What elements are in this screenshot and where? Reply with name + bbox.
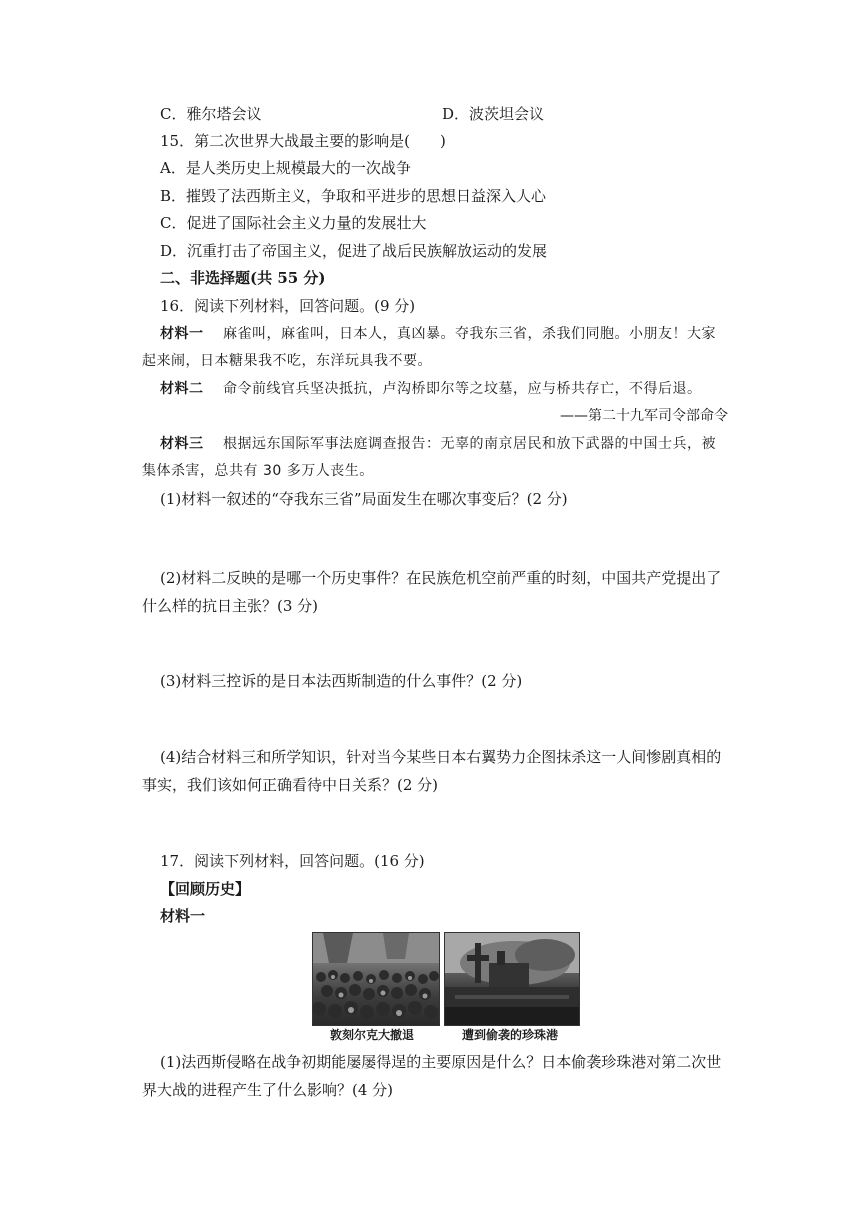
q16-stem: 16．阅读下列材料，回答问题。(9 分)	[160, 297, 416, 315]
q15-stem: 15．第二次世界大战最主要的影响是( )	[160, 132, 446, 150]
q16-sub3: (3)材料三控诉的是日本法西斯制造的什么事件？(2 分)	[160, 672, 523, 690]
option-c: C．雅尔塔会议	[160, 105, 262, 123]
q17-sub1-cont: 界大战的进程产生了什么影响？(4 分)	[142, 1081, 394, 1099]
option-d: D．波茨坦会议	[442, 105, 545, 123]
material-label: 材料一	[160, 326, 204, 342]
caption-dunkirk: 敦刻尔克大撤退	[330, 1028, 415, 1042]
q16-sub1: (1)材料一叙述的“夺我东三省”局面发生在哪次事变后？(2 分)	[160, 490, 568, 508]
q16-material2-source: ——第二十九军司令部命令	[560, 408, 728, 424]
material-text: 根据远东国际军事法庭调查报告：无辜的南京居民和放下武器的中国士兵，被	[222, 436, 716, 452]
photo-group	[312, 932, 580, 1042]
dunkirk-photo	[312, 932, 440, 1026]
q16-material3-cont: 集体杀害，总共有 30 多万人丧生。	[142, 463, 374, 479]
section-heading: 二、非选择题(共 55 分)	[160, 269, 326, 287]
material-text: 麻雀叫，麻雀叫，日本人，真凶暴。夺我东三省，杀我们同胞。小朋友！大家	[222, 326, 716, 342]
q16-sub2-cont: 什么样的抗日主张？(3 分)	[142, 597, 319, 615]
q16-sub4: (4)结合材料三和所学知识，针对当今某些日本右翼势力企图抹杀这一人间惨剧真相的	[160, 748, 722, 766]
q17-stem: 17．阅读下列材料，回答问题。(16 分)	[160, 852, 425, 870]
q16-material2	[160, 379, 701, 399]
caption-pearl-harbor: 遭到偷袭的珍珠港	[462, 1028, 559, 1042]
q16-material3	[160, 434, 716, 454]
pearl-harbor-photo	[444, 932, 580, 1026]
q16-material1	[160, 324, 716, 344]
material-label: 材料三	[160, 436, 204, 452]
q16-material1-cont: 起来闹，日本糖果我不吃，东洋玩具我不要。	[142, 353, 432, 369]
q17-sub1: (1)法西斯侵略在战争初期能屡屡得逞的主要原因是什么？日本偷袭珍珠港对第二次世	[160, 1053, 722, 1071]
q16-sub4-cont: 事实，我们该如何正确看待中日关系？(2 分)	[142, 776, 439, 794]
q15-option-d: D．沉重打击了帝国主义，促进了战后民族解放运动的发展	[160, 242, 548, 260]
material-text: 命令前线官兵坚决抵抗，卢沟桥即尔等之坟墓，应与桥共存亡，不得后退。	[222, 381, 702, 397]
q15-option-a: A．是人类历史上规模最大的一次战争	[160, 159, 411, 177]
q15-option-c: C．促进了国际社会主义力量的发展壮大	[160, 214, 427, 232]
q15-option-b: B．摧毁了法西斯主义，争取和平进步的思想日益深入人心	[160, 187, 547, 205]
q16-sub2: (2)材料二反映的是哪一个历史事件？在民族危机空前严重的时刻，中国共产党提出了	[160, 569, 722, 587]
material-label: 材料二	[160, 381, 204, 397]
q17-section: 【回顾历史】	[160, 880, 251, 898]
q17-material1-label: 材料一	[160, 907, 206, 925]
